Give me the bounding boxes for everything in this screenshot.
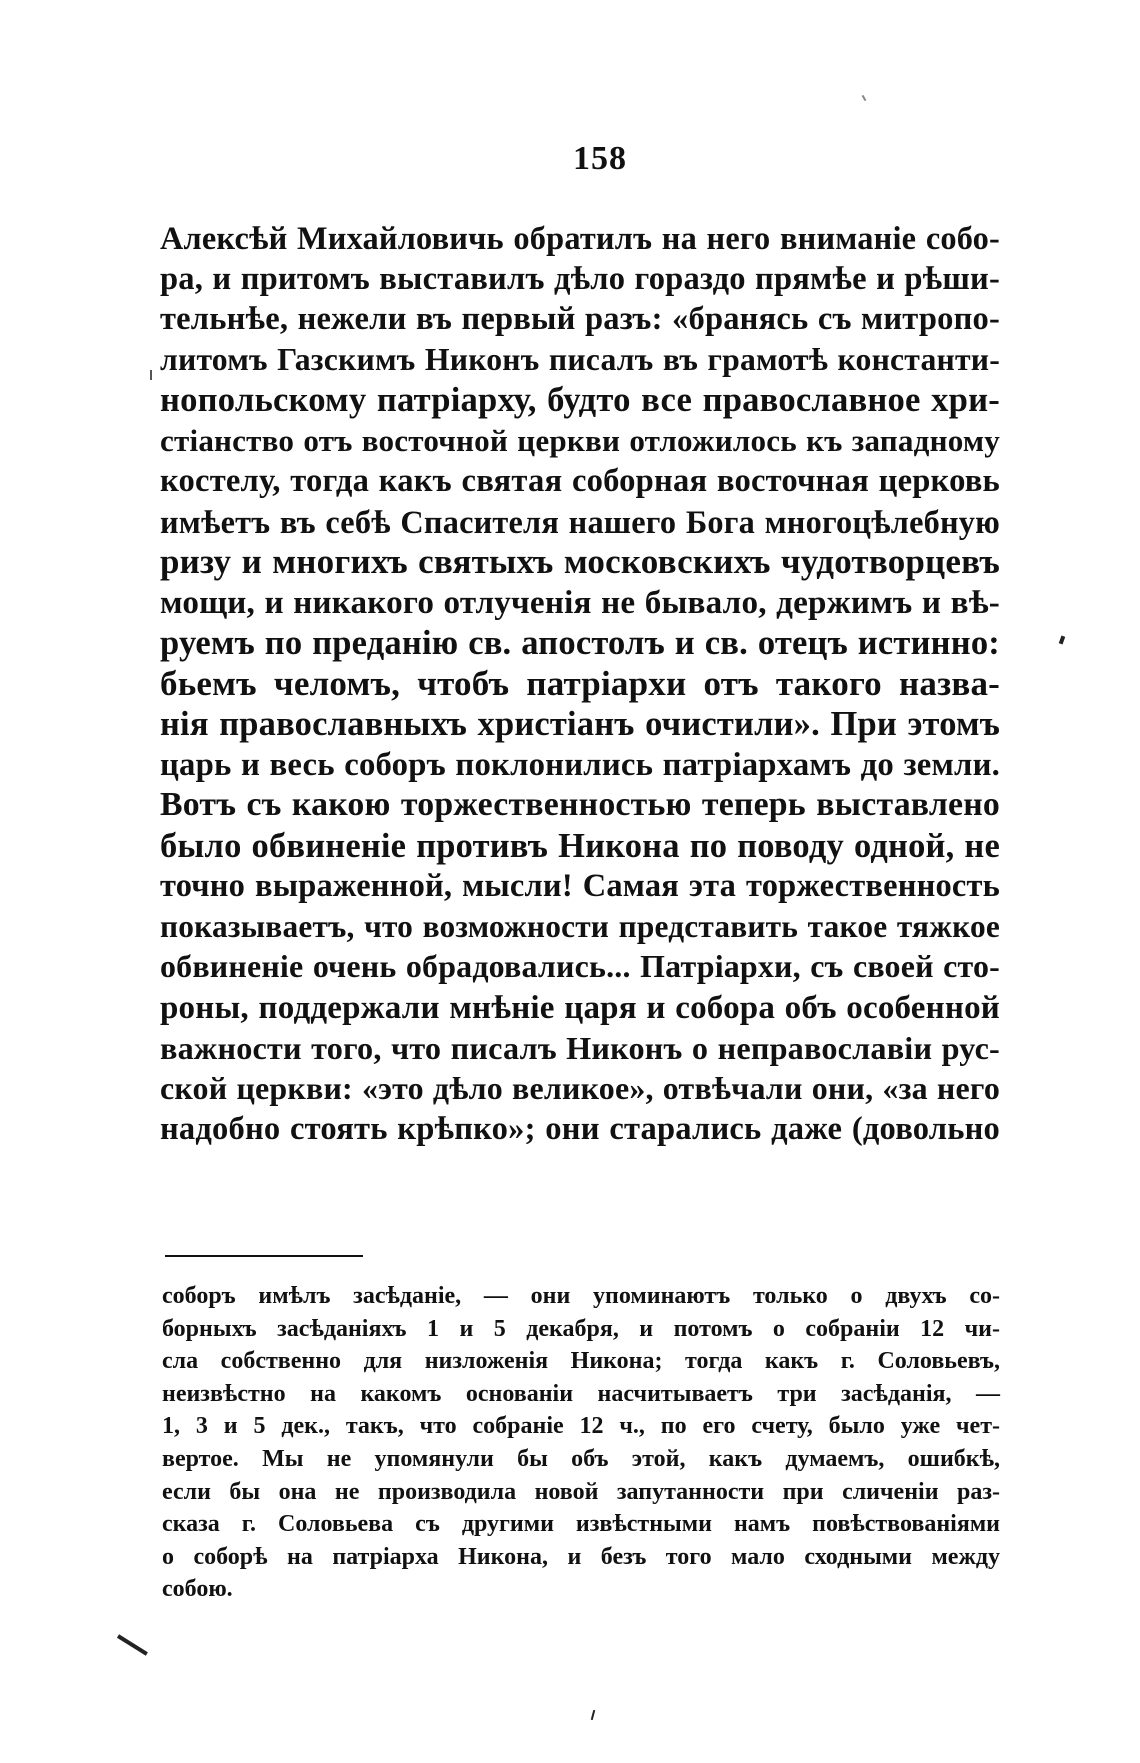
footnote-line: если бы она не производила новой запутанности при сличеніи раз- <box>162 1478 1000 1505</box>
scan-artifact <box>1059 636 1065 645</box>
page-number: 158 <box>573 140 627 177</box>
text-line: царь и весь соборъ поклонились патріархамъ до земли. <box>160 746 1000 783</box>
text-line: показываетъ, что возможности представить такое тяжкое <box>160 908 1000 944</box>
text-line: роны, поддержали мнѣніе царя и собора объ особенной <box>160 989 1000 1026</box>
text-line: бьемъ челомъ, чтобъ патріархи отъ такого назва- <box>160 663 1000 703</box>
main-text-block <box>160 218 1000 1150</box>
footnote-line: соборъ имѣлъ засѣданіе, — они упоминаютъ только о двухъ со- <box>162 1283 1000 1309</box>
scan-artifact <box>117 1634 148 1655</box>
footnote-line: вертое. Мы не упомянули бы объ этой, какъ думаемъ, ошибкѣ, <box>162 1445 1000 1472</box>
text-line: надобно стоять крѣпко»; они старались даже (довольно <box>160 1111 1000 1147</box>
text-line: было обвиненіе противъ Никона по поводу одной, не <box>160 826 1000 865</box>
footnote-block <box>162 1280 1000 1606</box>
text-line: обвиненіе очень обрадовались... Патріархи, съ своей сто- <box>160 949 1000 984</box>
scan-artifact <box>150 370 152 380</box>
footnote-line: неизвѣстно на какомъ основаніи насчитываетъ три засѣданія, — <box>162 1380 1000 1407</box>
footnote-divider <box>165 1255 363 1257</box>
text-line: точно выраженной, мысли! Самая эта торжественность <box>160 868 1000 904</box>
text-line: важности того, что писалъ Никонъ о неправославіи рус- <box>160 1030 1000 1066</box>
text-line: костелу, тогда какъ святая соборная восточная церковь <box>160 463 1000 499</box>
text-line: Алексѣй Михайловичь обратилъ на него вниманіе собо- <box>160 220 1000 256</box>
text-line: ра, и притомъ выставилъ дѣло гораздо прямѣе и рѣши- <box>160 260 1000 297</box>
footnote-line: сказа г. Соловьева съ другими извѣстными намъ повѣствованіями <box>162 1511 1000 1538</box>
footnote-line: собою. <box>162 1576 233 1603</box>
footnote-line: 1, 3 и 5 дек., такъ, что собраніе 12 ч., по его счету, было уже чет- <box>162 1413 1000 1440</box>
text-line: нія православныхъ христіанъ очистили». При этомъ <box>160 705 1000 743</box>
text-line: ризу и многихъ святыхъ московскихъ чудотворцевъ <box>160 542 1000 581</box>
text-line: тельнѣе, нежели въ первый разъ: «бранясь съ митропо- <box>160 301 1000 337</box>
text-line: имѣетъ въ себѣ Спасителя нашего Бога многоцѣлебную <box>160 503 1000 540</box>
text-line: ской церкви: «это дѣло великое», отвѣчали они, «за него <box>160 1070 1000 1106</box>
text-line: Вотъ съ какою торжественностью теперь выставлено <box>160 786 1000 823</box>
footnote-line: борныхъ засѣданіяхъ 1 и 5 декабря, и потомъ о собраніи 12 чи- <box>162 1315 1000 1342</box>
text-line: стіанство отъ восточной церкви отложилось къ западному <box>160 422 1000 458</box>
text-line: литомъ Газскимъ Никонъ писалъ въ грамотѣ константи- <box>160 341 1000 377</box>
text-line: нопольскому патріарху, будто все православное хри- <box>160 381 1000 419</box>
footnote-line: сла собственно для низложенія Никона; тогда какъ г. Соловьевъ, <box>162 1348 1000 1375</box>
footnote-line: о соборѣ на патріарха Никона, и безъ того мало сходными между <box>162 1543 1000 1570</box>
text-line: руемъ по преданію св. апостолъ и св. отецъ истинно: <box>160 624 1000 662</box>
scan-artifact <box>862 95 867 101</box>
text-line: мощи, и никакого отлученія не бывало, держимъ и вѣ- <box>160 583 1000 621</box>
scan-artifact <box>591 1710 596 1720</box>
